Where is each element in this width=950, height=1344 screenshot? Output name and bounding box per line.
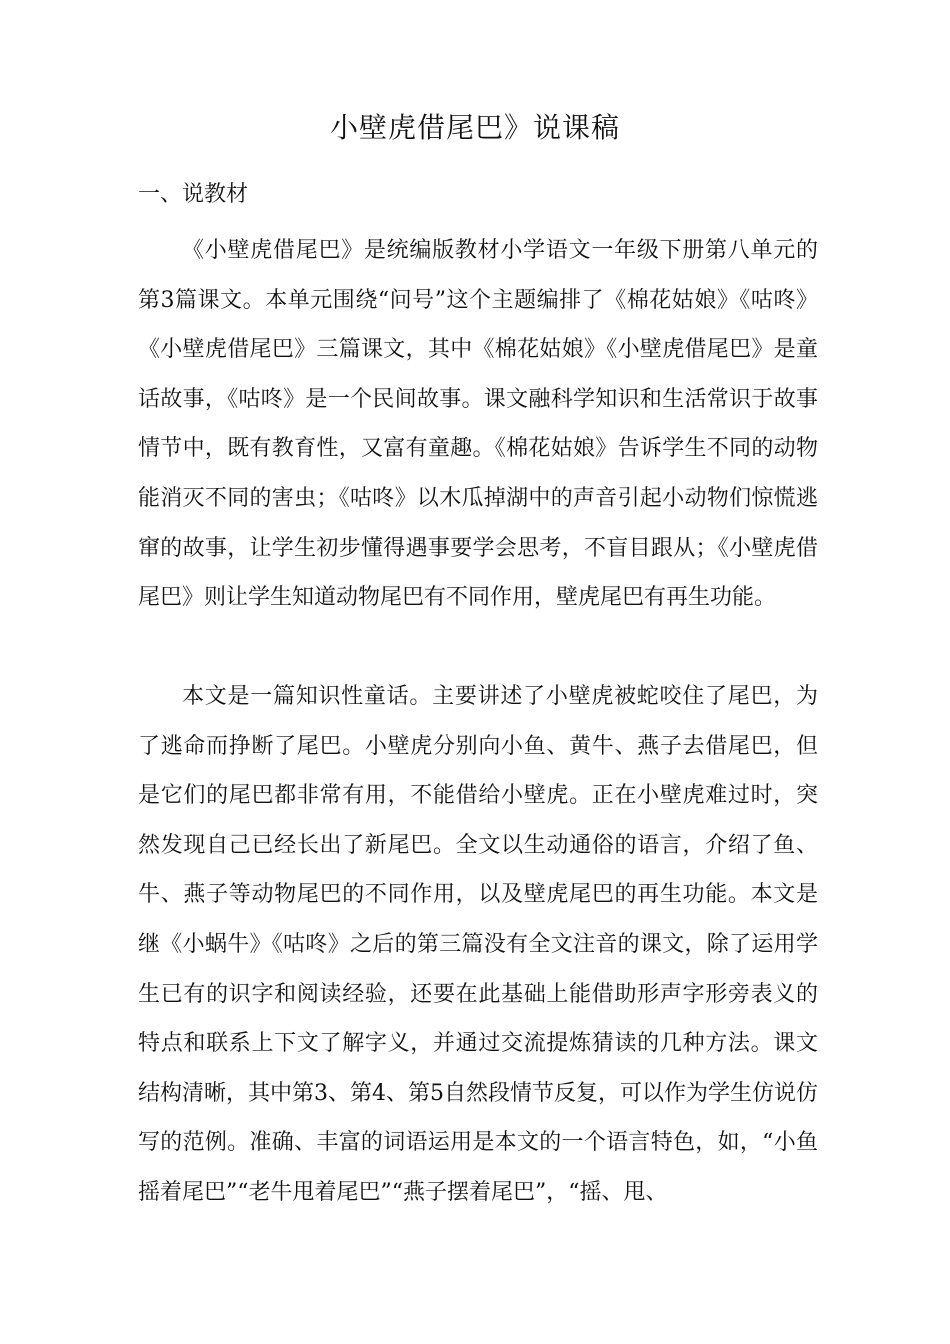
paragraph-2: 本文是一篇知识性童话。主要讲述了小壁虎被蛇咬住了尾巴，为了逃命而挣断了尾巴。小壁虎分别向小鱼、黄牛、燕子去借尾巴，但是它们的尾巴都非常有用，不能借给小壁虎。正在小壁虎难过时，突然发现自己已经长出了新尾巴。全文以生动通俗的语言，介绍了鱼、牛、燕子等动物尾巴的不同作用，以及壁虎尾巴的再生功能。本文是继《小蜗牛》《咕咚》之后的第三篇没有全文注音的课文，除了运用学生已有的识字和阅读经验，还要在此基础上能借助形声字形旁表义的特点和联系上下文了解字义，并通过交流提炼猜读的几种方法。课文结构清晰，其中第3、第4、第5自然段情节反复，可以作为学生仿说仿写的范例。准确、丰富的词语运用是本文的一个语言特色，如，“小鱼摇着尾巴”“老牛甩着尾巴”“燕子摆着尾巴”，“摇、甩、 xyxy=(138,684,818,1205)
paragraph-1: 《小壁虎借尾巴》是统编版教材小学语文一年级下册第八单元的第3篇课文。本单元围绕“问号”这个主题编排了《棉花姑娘》《咕咚》《小壁虎借尾巴》三篇课文，其中《棉花姑娘》《小壁虎借尾巴》是童话故事，《咕咚》是一个民间故事。课文融科学知识和生活常识于故事情节中，既有教育性，又富有童趣。《棉花姑娘》告诉学生不同的动物能消灭不同的害虫；《咕咚》以木瓜掉湖中的声音引起小动物们惊慌逃窜的故事，让学生初步懂得遇事要学会思考，不盲目跟从；《小壁虎借尾巴》则让学生知道动物尾巴有不同作用，壁虎尾巴有再生功能。 xyxy=(138,238,818,611)
document-title: 小壁虎借尾巴》说课稿 xyxy=(329,111,620,144)
section-heading: 一、说教材 xyxy=(138,182,249,207)
